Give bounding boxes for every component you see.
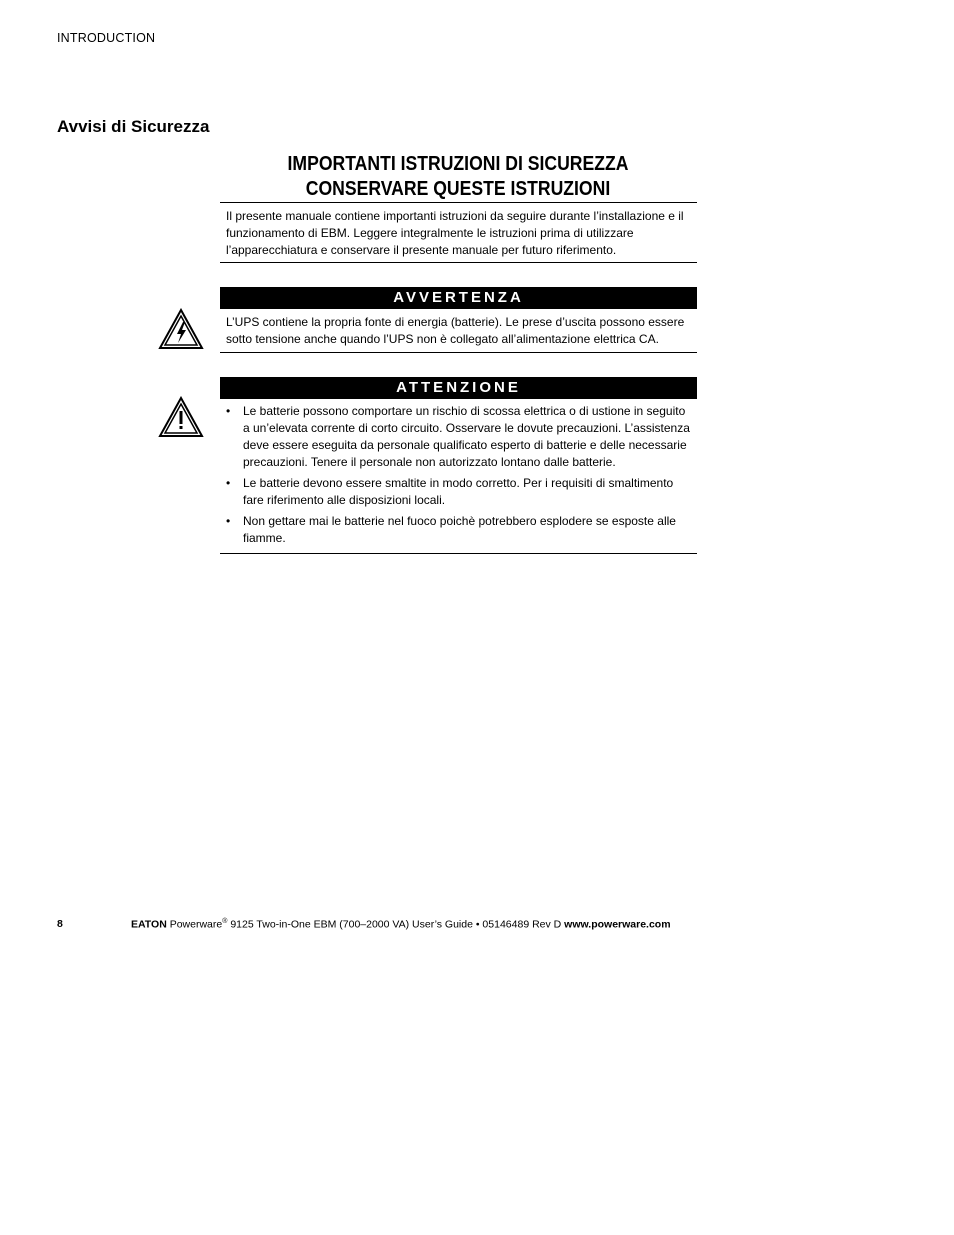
main-title-line-1: IMPORTANTI ISTRUZIONI DI SICUREZZA (287, 153, 629, 175)
footer-line (131, 918, 671, 931)
list-item-text: Non gettare mai le batterie nel fuoco poichè potrebbero esplodere se esposte alle fiamme. (243, 514, 676, 545)
warning-heading: AVVERTENZA (220, 287, 697, 309)
divider (220, 262, 697, 263)
main-title-line-2: CONSERVARE QUESTE ISTRUZIONI (305, 178, 611, 200)
list-item-text: Le batterie devono essere smaltite in modo corretto. Per i requisiti di smaltimento fare riferimento alle disposizioni locali. (243, 476, 674, 507)
main-title (249, 152, 668, 202)
high-voltage-icon (158, 308, 204, 350)
bullet: • (226, 514, 231, 528)
warning-text: L’UPS contiene la propria fonte di energia (batterie). Le prese d’uscita possono essere sotto tensione anche quando l’UPS non è collegato all’alimentazione elettrica CA. (226, 315, 685, 346)
page-number: 8 (57, 918, 63, 930)
bullet: • (226, 476, 231, 490)
exclamation-icon (158, 396, 204, 438)
caution-heading: ATTENZIONE (220, 377, 697, 399)
section-title: Avvisi di Sicurezza (57, 117, 210, 136)
list-item-text: Le batterie possono comportare un rischio di scossa elettrica o di ustione in seguito a un’elevata corrente di corto circuito. Osservare le dovute precauzioni. L’assistenza deve essere eseguita da personale qualificato esperto di batterie e delle necessarie precauzioni. Tenere il personale non autorizzato lontano dalle batterie. (243, 404, 690, 469)
bullet: • (226, 404, 231, 418)
list-item (226, 475, 692, 509)
running-header: INTRODUCTION (57, 31, 156, 45)
footer-guide: 9125 Two-in-One EBM (700–2000 VA) User’s Guide • 05146489 Rev D (227, 918, 565, 931)
divider (220, 553, 697, 554)
intro-paragraph: Il presente manuale contiene importanti istruzioni da seguire durante l’installazione e il funzionamento di EBM. Leggere integralmente le istruzioni prima di utilizzare l’apparecchiatura e conservare il presente manuale per futuro riferimento. (226, 209, 684, 257)
list-item (226, 403, 692, 471)
footer-brand: EATON (131, 918, 167, 931)
registered-mark: ® (222, 918, 228, 925)
footer-url: www.powerware.com (564, 918, 671, 931)
divider (220, 202, 697, 203)
footer-product: Powerware (169, 918, 223, 931)
caution-list (226, 403, 692, 551)
list-item (226, 513, 692, 547)
divider (220, 352, 697, 353)
